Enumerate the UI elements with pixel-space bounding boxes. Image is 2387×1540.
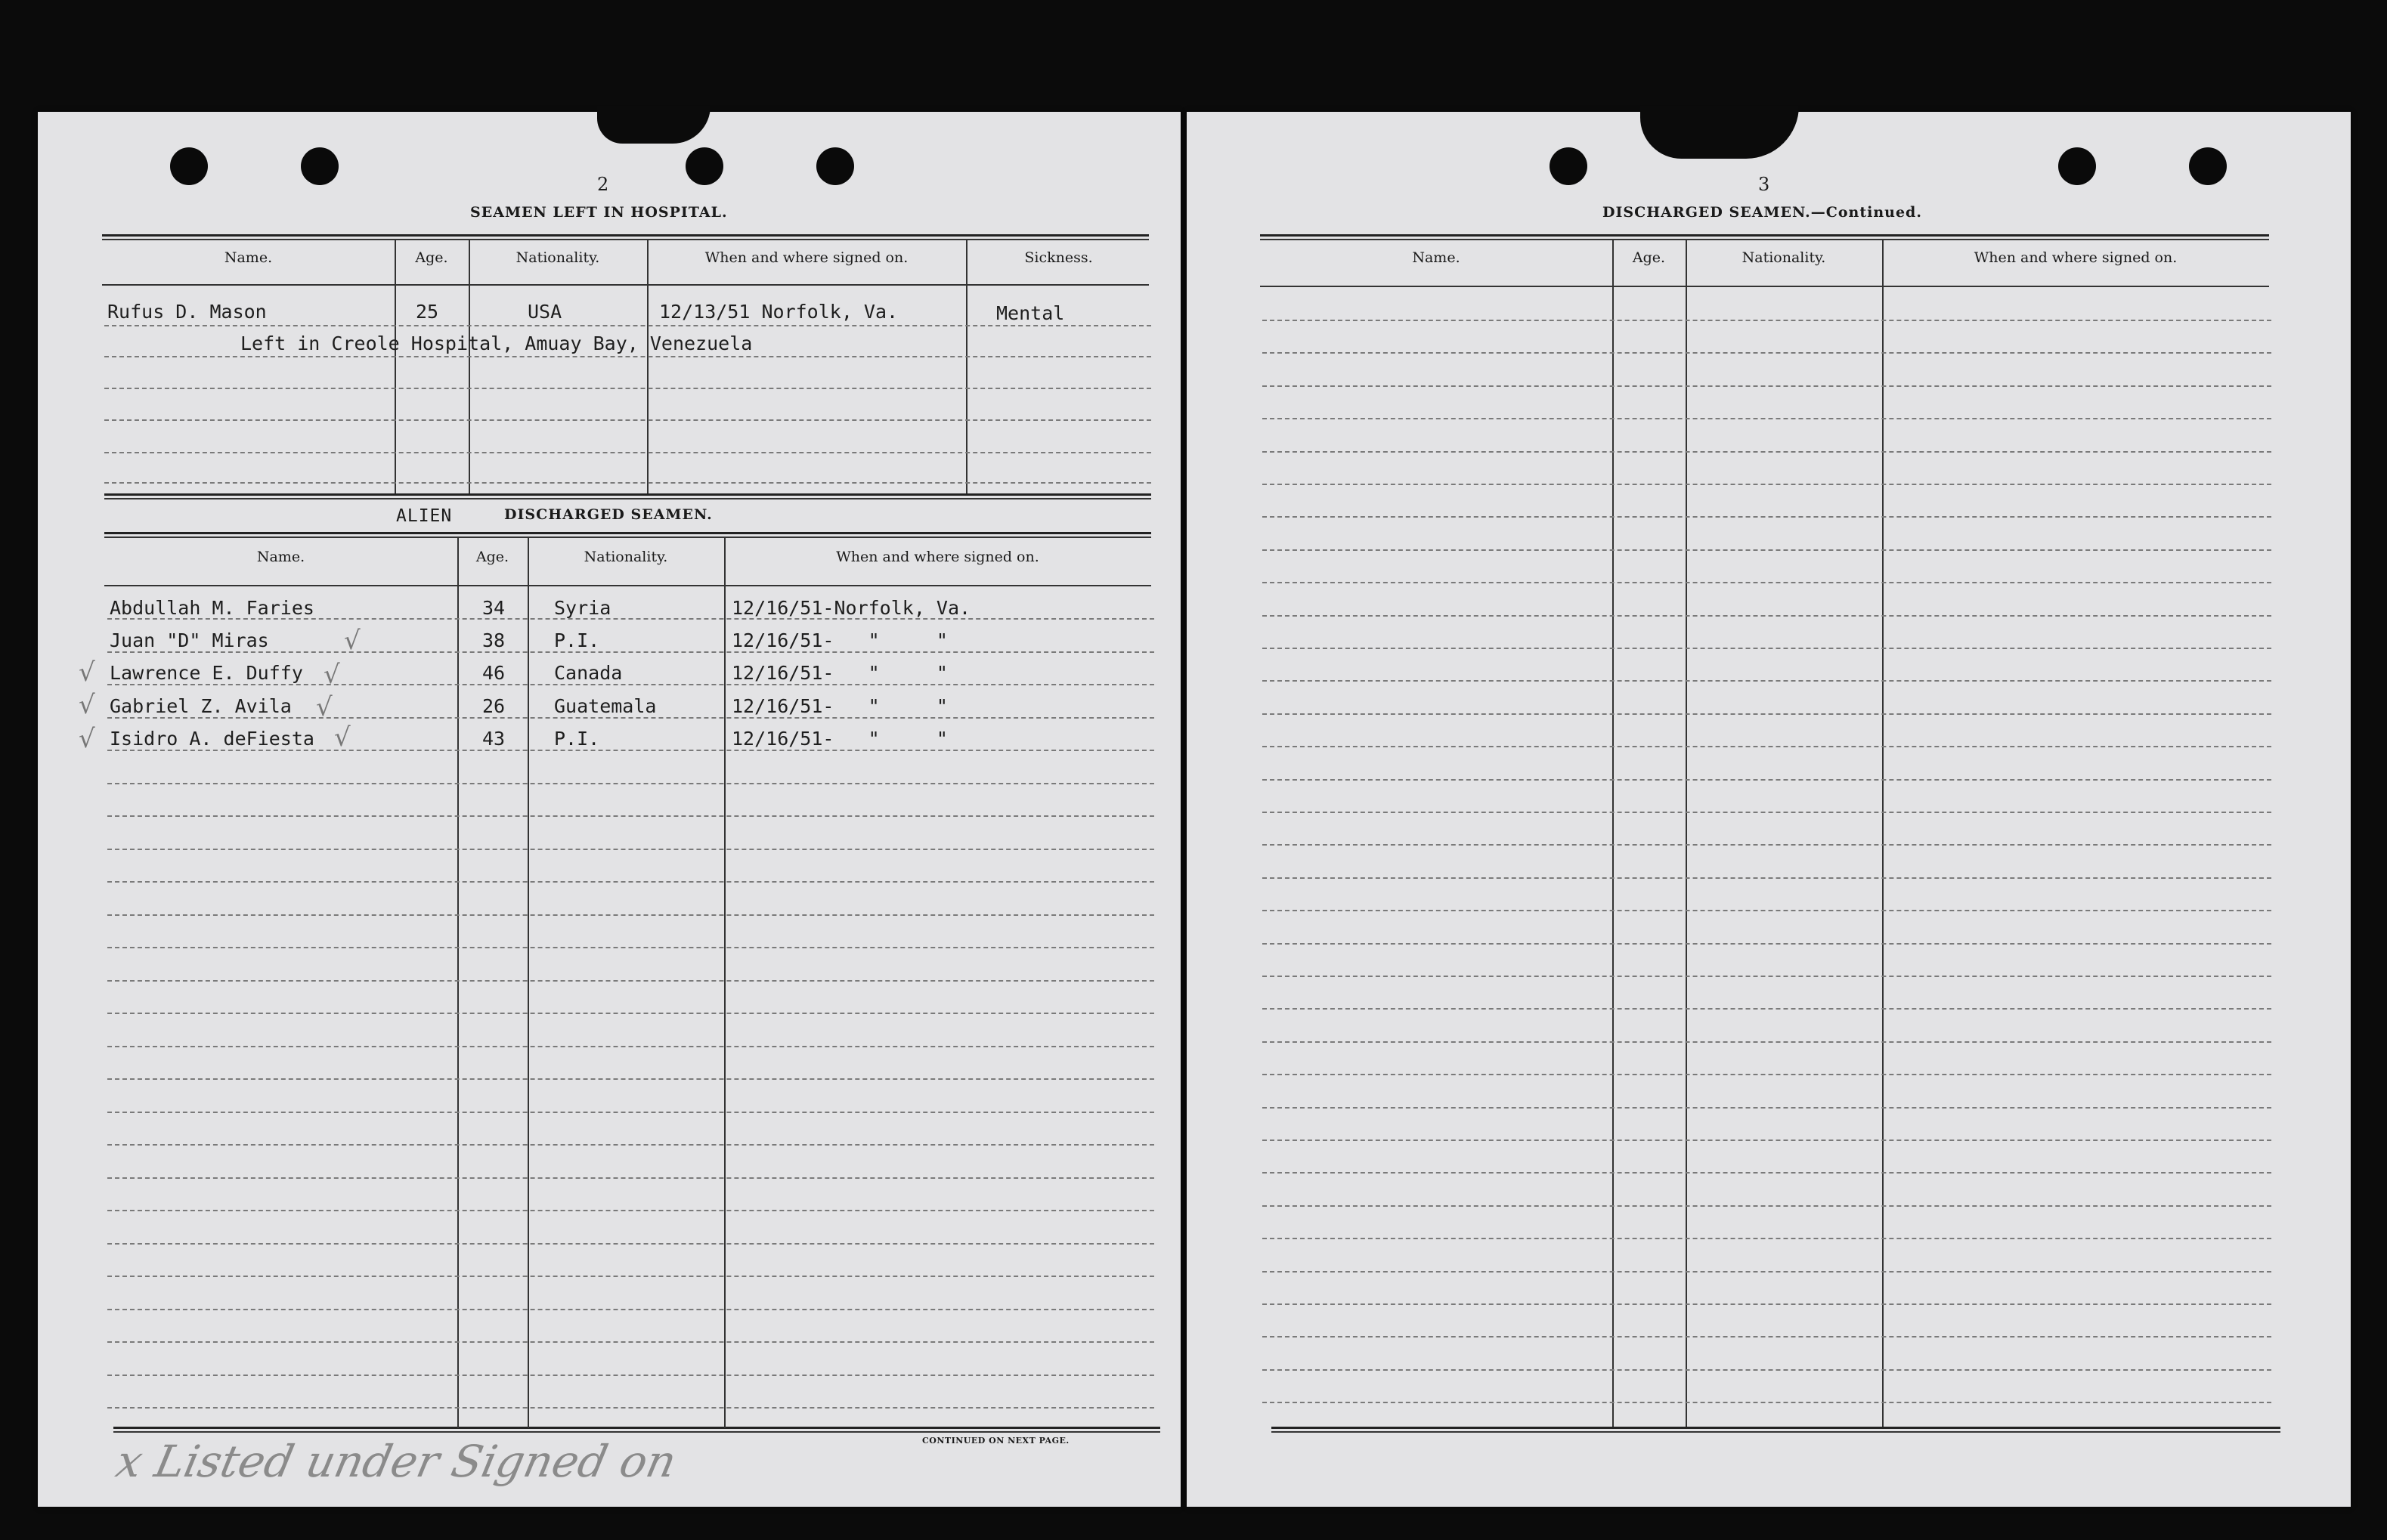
hospital-header-sickness: Sickness. xyxy=(1024,249,1093,266)
row-rule xyxy=(107,1341,1154,1343)
row-rule xyxy=(1262,1271,2271,1273)
check-mark-icon: √ xyxy=(316,692,333,722)
page-number: 2 xyxy=(597,174,609,195)
discharged-nationality: Canada xyxy=(554,662,623,684)
alien-label: ALIEN xyxy=(396,506,453,526)
continued-header-nationality: Nationality. xyxy=(1741,249,1826,266)
hospital-row-nationality: USA xyxy=(528,301,562,323)
discharged-signed-on: 12/16/51-Norfolk, Va. xyxy=(732,597,971,619)
discharged-nationality: Syria xyxy=(554,597,611,619)
discharged-age: 43 xyxy=(482,728,506,750)
discharged-signed-on: 12/16/51- " " xyxy=(732,728,948,750)
discharged-age: 38 xyxy=(482,629,506,651)
discharged-age: 34 xyxy=(482,597,506,619)
row-rule xyxy=(107,881,1154,883)
discharged-continued-title: DISCHARGED SEAMEN.—Continued. xyxy=(1602,204,1922,221)
binder-hole xyxy=(2058,147,2096,185)
row-rule xyxy=(107,1013,1154,1014)
hospital-header-signed-on: When and where signed on. xyxy=(704,249,909,266)
binder-hole xyxy=(170,147,208,185)
discharged-section-title: DISCHARGED SEAMEN. xyxy=(504,506,713,523)
hospital-header-age: Age. xyxy=(415,249,448,266)
row-rule xyxy=(1262,877,2271,879)
binder-hole xyxy=(301,147,339,185)
left-page xyxy=(38,112,1181,1507)
discharged-age: 46 xyxy=(482,662,506,684)
hospital-section-title: SEAMEN LEFT IN HOSPITAL. xyxy=(470,204,728,221)
right-page xyxy=(1187,112,2351,1507)
row-rule xyxy=(1262,1205,2271,1207)
discharged-age: 26 xyxy=(482,695,506,717)
binder-hole xyxy=(686,147,723,185)
discharged-name: Juan "D" Miras xyxy=(110,629,269,651)
row-rule xyxy=(107,815,1154,817)
check-mark-icon: √ xyxy=(324,660,340,690)
row-rule xyxy=(107,914,1154,916)
discharged-header-name: Name. xyxy=(256,549,305,565)
row-rule xyxy=(1262,582,2271,583)
continued-header-signed-on: When and where signed on. xyxy=(1974,249,2178,266)
discharged-nationality: P.I. xyxy=(554,629,600,651)
binder-hole xyxy=(2189,147,2227,185)
row-rule xyxy=(107,1276,1154,1277)
page-number: 3 xyxy=(1758,174,1770,195)
paper-tear xyxy=(1640,106,1799,159)
row-rule xyxy=(107,1112,1154,1113)
hospital-row-name: Rufus D. Mason xyxy=(107,301,267,323)
row-rule xyxy=(107,980,1154,982)
continued-header-age: Age. xyxy=(1632,249,1666,266)
row-rule xyxy=(1262,1140,2271,1141)
row-rule xyxy=(107,1243,1154,1245)
row-rule xyxy=(1262,1041,2271,1043)
continued-header-name: Name. xyxy=(1412,249,1460,266)
check-mark-icon: √ xyxy=(79,657,95,688)
hospital-header-nationality: Nationality. xyxy=(515,249,600,266)
discharged-name: Lawrence E. Duffy xyxy=(110,662,303,684)
row-rule xyxy=(1262,648,2271,649)
hospital-note: Left in Creole Hospital, Amuay Bay, Venezuela xyxy=(240,332,753,354)
discharged-nationality: P.I. xyxy=(554,728,600,750)
row-rule xyxy=(1262,484,2271,485)
check-mark-icon: √ xyxy=(79,724,95,754)
row-rule xyxy=(107,1046,1154,1047)
row-rule xyxy=(107,783,1154,784)
hospital-table-top xyxy=(102,234,1149,237)
row-rule xyxy=(1262,1074,2271,1075)
discharged-name: Abdullah M. Faries xyxy=(110,597,314,619)
row-rule xyxy=(107,1210,1154,1211)
row-rule xyxy=(107,1309,1154,1310)
row-rule xyxy=(1262,1008,2271,1010)
discharged-signed-on: 12/16/51- " " xyxy=(732,695,948,717)
row-rule xyxy=(1262,1303,2271,1305)
row-rule xyxy=(1262,516,2271,518)
hospital-row-signed-on: 12/13/51 Norfolk, Va. xyxy=(659,301,899,323)
row-rule xyxy=(1262,615,2271,617)
row-rule xyxy=(1262,418,2271,419)
discharged-header-nationality: Nationality. xyxy=(584,549,668,565)
row-rule xyxy=(107,1078,1154,1080)
row-rule xyxy=(1262,1238,2271,1239)
row-rule xyxy=(1262,1402,2271,1403)
row-rule xyxy=(1262,385,2271,387)
discharged-header-signed-on: When and where signed on. xyxy=(836,549,1039,565)
row-rule xyxy=(107,684,1154,685)
row-rule xyxy=(1262,320,2271,321)
continued-note: CONTINUED ON NEXT PAGE. xyxy=(922,1436,1070,1446)
paper-tear xyxy=(597,106,711,144)
row-rule xyxy=(107,1407,1154,1409)
row-rule xyxy=(1262,1172,2271,1174)
row-rule xyxy=(1262,713,2271,715)
discharged-signed-on: 12/16/51- " " xyxy=(732,662,948,684)
row-rule xyxy=(1262,549,2271,551)
check-mark-icon: √ xyxy=(79,690,95,720)
discharged-signed-on: 12/16/51- " " xyxy=(732,629,948,651)
row-rule xyxy=(1262,451,2271,453)
row-rule xyxy=(1262,746,2271,747)
row-rule xyxy=(1262,680,2271,682)
check-mark-icon: √ xyxy=(344,626,361,656)
discharged-header-age: Age. xyxy=(475,549,509,565)
row-rule xyxy=(107,1177,1154,1179)
row-rule xyxy=(1262,1336,2271,1337)
row-rule xyxy=(107,750,1154,751)
row-rule xyxy=(1262,910,2271,911)
row-rule xyxy=(107,849,1154,850)
row-rule xyxy=(1262,352,2271,354)
discharged-name: Isidro A. deFiesta xyxy=(110,728,314,750)
binder-hole xyxy=(816,147,854,185)
row-rule xyxy=(107,1144,1154,1146)
handwritten-note: x Listed under Signed on xyxy=(111,1436,681,1487)
hospital-header-name: Name. xyxy=(224,249,273,266)
row-rule xyxy=(1262,976,2271,977)
row-rule xyxy=(1262,943,2271,945)
check-mark-icon: √ xyxy=(334,722,351,753)
row-rule xyxy=(107,947,1154,948)
row-rule xyxy=(1262,779,2271,781)
discharged-name: Gabriel Z. Avila xyxy=(110,695,292,717)
hospital-row-sickness: Mental xyxy=(996,302,1065,324)
binder-hole xyxy=(1550,147,1587,185)
row-rule xyxy=(1262,1369,2271,1371)
row-rule xyxy=(107,1375,1154,1376)
discharged-nationality: Guatemala xyxy=(554,695,657,717)
row-rule xyxy=(1262,1107,2271,1109)
row-rule xyxy=(1262,844,2271,846)
hospital-row-age: 25 xyxy=(416,301,439,323)
row-rule xyxy=(1262,812,2271,813)
